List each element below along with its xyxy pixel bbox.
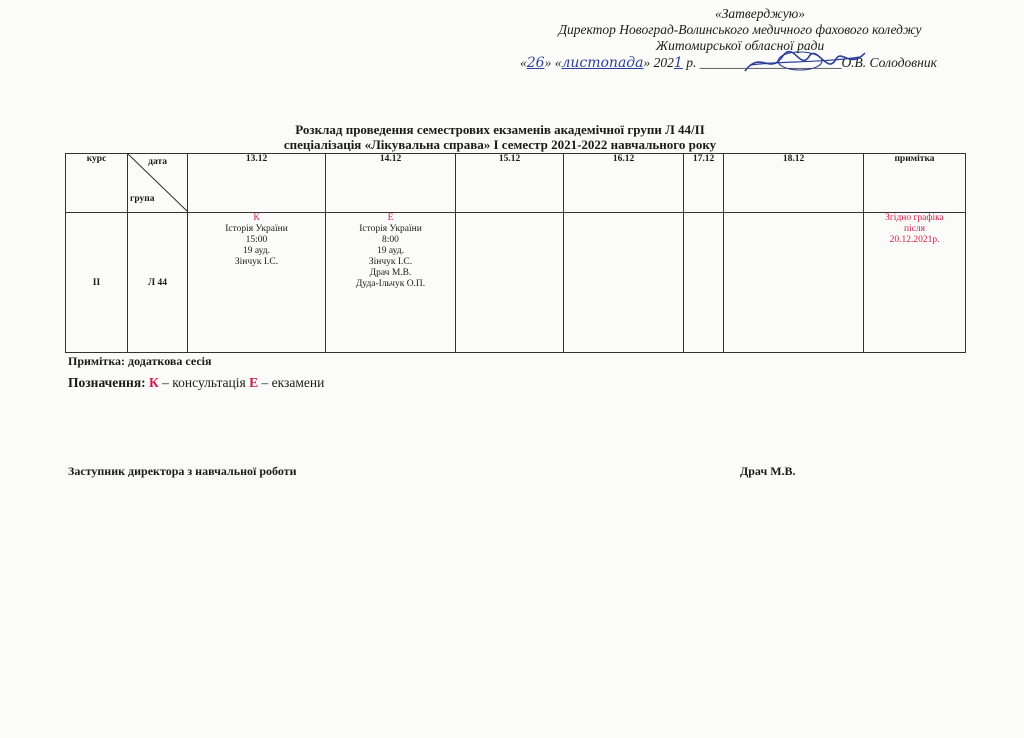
approval-year-tail: р.: [682, 55, 697, 70]
note-line: Згідно графіка: [885, 213, 944, 223]
legend: [68, 375, 324, 391]
document-title: [150, 122, 850, 152]
cell-room: 19 ауд.: [243, 246, 270, 256]
cell-15-12: [456, 213, 564, 353]
approval-signature-line: «26» «листопада» 2021 р. _____________________О.В. Солодовник: [520, 55, 1010, 71]
approval-day: 26: [526, 55, 545, 71]
note-line: 20.12.2021р.: [889, 235, 940, 245]
header-kurs: курс: [66, 154, 128, 213]
cell-13-12: [188, 213, 326, 353]
approval-director-title: Директор Новоград-Волинського медичного фахового коледжу: [558, 22, 922, 37]
approval-year-suffix: 1: [673, 55, 683, 71]
legend-e-text: – екзамени: [258, 375, 325, 390]
approval-year-prefix: » 202: [643, 55, 674, 70]
exam-type-marker: К: [253, 213, 260, 223]
header-date-group: [128, 154, 188, 213]
header-grupa: група: [130, 194, 155, 204]
cell-17-12: [684, 213, 724, 353]
exam-schedule-table: [65, 153, 966, 353]
exam-type-marker: Е: [387, 213, 394, 223]
header-date-5: 17.12: [684, 154, 724, 213]
row-grupa: Л 44: [128, 213, 188, 353]
approval-block: [480, 6, 1000, 71]
header-date-2: 14.12: [326, 154, 456, 213]
cell-teacher: Драч М.В.: [369, 268, 412, 278]
cell-time: 15:00: [245, 235, 268, 245]
note-line: після: [903, 224, 926, 234]
footnote: Примітка: додаткова сесія: [68, 354, 212, 368]
row-kurs: ІІ: [66, 213, 128, 353]
legend-k: К: [149, 375, 159, 390]
approval-council: Житомирської обласної ради: [655, 38, 825, 53]
header-date-3: 15.12: [456, 154, 564, 213]
cell-time: 8:00: [382, 235, 399, 245]
signoff-name: Драч М.В.: [740, 464, 796, 478]
legend-k-text: – консультація: [158, 375, 250, 390]
title-line-1: Розклад проведення семестрових екзаменів академічної групи Л 44/ІІ: [295, 122, 705, 137]
table-row: [66, 213, 966, 353]
cell-note: [864, 213, 966, 353]
cell-room: 19 ауд.: [377, 246, 404, 256]
signature-image: [740, 45, 870, 79]
cell-subject: Історія України: [225, 224, 288, 234]
legend-e: Е: [249, 375, 259, 390]
cell-teacher: Зінчук І.С.: [368, 257, 413, 267]
title-line-2: спеціалізація «Лікувальна справа» І семестр 2021-2022 навчального року: [283, 137, 717, 152]
header-data: дата: [148, 157, 167, 167]
cell-18-12: [724, 213, 864, 353]
cell-teacher: Зінчук І.С.: [234, 257, 279, 267]
approval-month: листопада: [561, 55, 644, 71]
approval-heading: «Затверджую»: [714, 6, 805, 21]
cell-teacher: Дуда-Ільчук О.П.: [355, 279, 426, 289]
header-date-4: 16.12: [564, 154, 684, 213]
signoff-position: Заступник директора з навчальної роботи: [68, 464, 297, 478]
header-date-1: 13.12: [188, 154, 326, 213]
legend-label: Позначення:: [68, 375, 146, 390]
approval-director-name: О.В. Солодовник: [841, 55, 937, 70]
cell-14-12: [326, 213, 456, 353]
table-header-row: [66, 154, 966, 213]
cell-subject: Історія України: [359, 224, 422, 234]
cell-16-12: [564, 213, 684, 353]
header-note: примітка: [864, 154, 966, 213]
header-date-6: 18.12: [724, 154, 864, 213]
